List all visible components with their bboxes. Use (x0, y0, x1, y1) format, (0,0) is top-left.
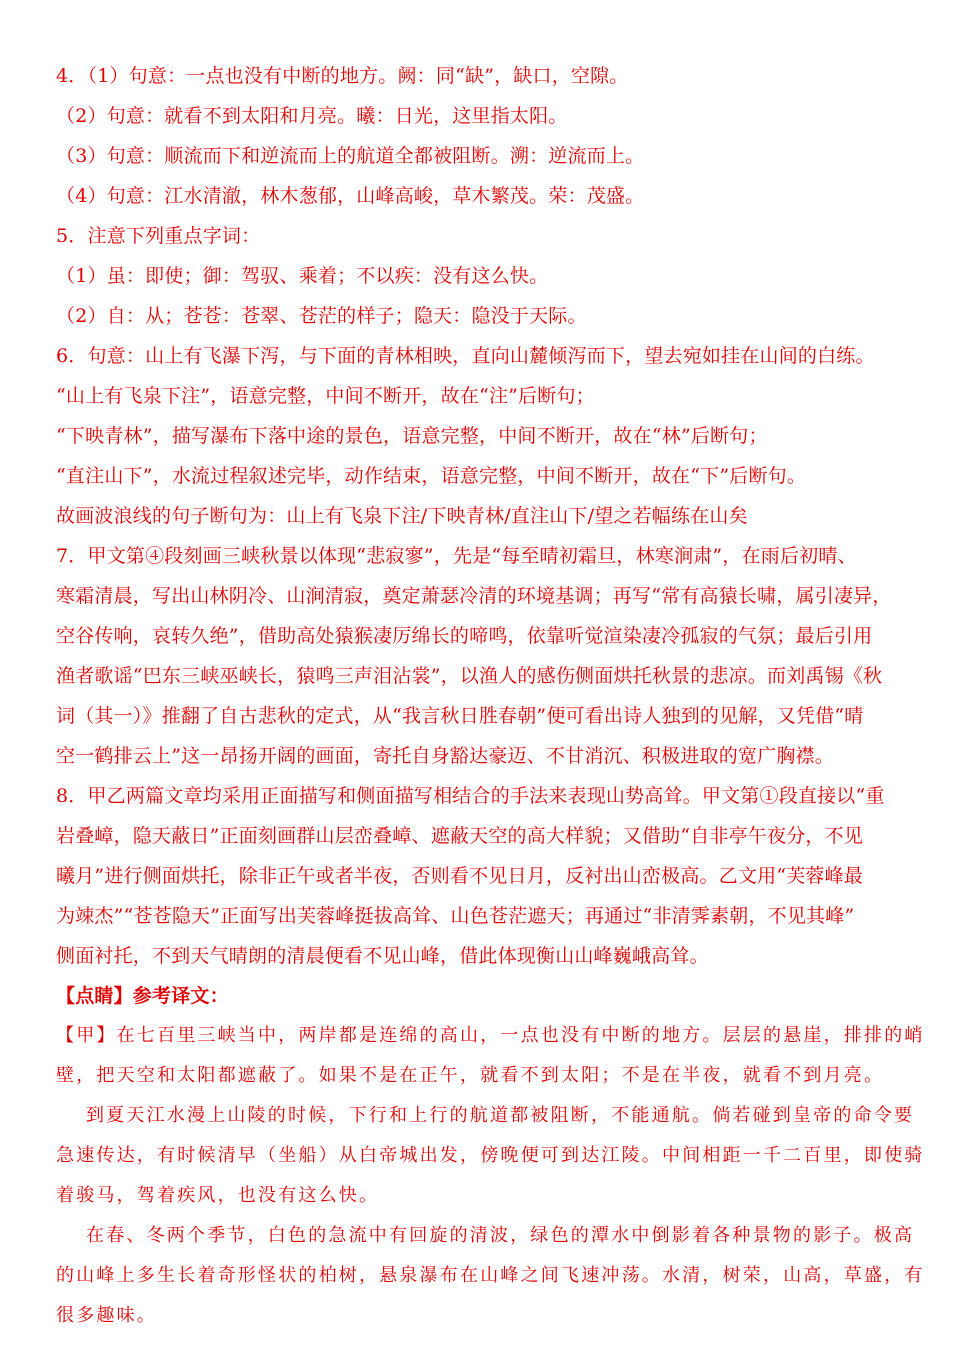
translation-line: 很多趣味。 (56, 1305, 157, 1326)
answer-line: 寒霜清晨，写出山林阴冷、山涧清寂，奠定萧瑟冷清的环境基调；再写“常有高猿长啸，属引凄异， (56, 585, 892, 607)
answer-line: “山上有飞泉下注”，语意完整，中间不断开，故在“注”后断句； (56, 385, 595, 407)
translation-line: 急速传达，有时候清早（坐船）从白帝城出发，傍晚便可到达江陵。中间相距一千二百里，即使骑 (56, 1145, 925, 1166)
dianjing-heading: 【点睛】参考译文： (56, 985, 229, 1007)
answer-line: 岩叠嶂，隐天蔽日”正面刻画群山层峦叠嶂、遮蔽天空的高大样貌；又借助“自非亭午夜分，不见 (56, 825, 864, 847)
answer-line: 为竦杰”“苍苍隐天”正面写出芙蓉峰挺拔高耸、山色苍茫遮天；再通过“非清霁素朝，不见其峰” (56, 905, 855, 927)
answer-line: 空一鹤排云上”这一昂扬开阔的画面，寄托自身豁达豪迈、不甘消沉、积极进取的宽广胸襟。 (56, 745, 834, 767)
translation-line: 的山峰上多生长着奇形怪状的柏树，悬泉瀑布在山峰之间飞速冲荡。水清，树荣，山高，草盛，有 (56, 1265, 925, 1286)
answer-line: （3）句意：顺流而下和逆流而上的航道全都被阻断。溯：逆流而上。 (56, 145, 645, 167)
answers-section (56, 56, 928, 976)
answer-line: “直注山下”，水流过程叙述完毕，动作结束，语意完整，中间不断开，故在“下”后断句。 (56, 465, 807, 487)
answer-line: 5．注意下列重点字词： (56, 225, 261, 247)
answer-line: 曦月”进行侧面烘托，除非正午或者半夜，否则看不见日月，反衬出山峦极高。乙文用“芙蓉峰最 (56, 865, 864, 887)
document-page (56, 56, 928, 1336)
translation-section (56, 1016, 928, 1336)
answer-line: 空谷传响，哀转久绝”，借助高处猿猴凄厉绵长的啼鸣，依靠听觉渲染凄冷孤寂的气氛；最后引用 (56, 625, 873, 647)
answer-line: （2）句意：就看不到太阳和月亮。曦：日光，这里指太阳。 (56, 105, 568, 127)
answer-line: 4．（1）句意：一点也没有中断的地方。阙：同“缺”，缺口，空隙。 (56, 65, 629, 87)
answer-line: 侧面衬托，不到天气晴朗的清晨便看不见山峰，借此体现衡山山峰巍峨高耸。 (56, 945, 709, 967)
translation-line: 【甲】在七百里三峡当中，两岸都是连绵的高山，一点也没有中断的地方。层层的悬崖，排排的峭 (56, 1025, 925, 1046)
answer-line: 8．甲乙两篇文章均采用正面描写和侧面描写相结合的手法来表现山势高耸。甲文第①段直接以“重 (56, 785, 885, 807)
answer-line: 6．句意：山上有飞瀑下泻，与下面的青林相映，直向山麓倾泻而下，望去宛如挂在山间的白练。 (56, 345, 875, 367)
answer-line: 故画波浪线的句子断句为：山上有飞泉下注/下映青林/直注山下/望之若幅练在山矣 (56, 505, 748, 527)
translation-line: 在春、冬两个季节，白色的急流中有回旋的清波，绿色的潭水中倒影着各种景物的影子。极高 (86, 1225, 915, 1246)
answer-line: （1）虽：即使；御：驾驭、乘着；不以疾：没有这么快。 (56, 265, 549, 287)
answer-line: （2）自：从；苍苍：苍翠、苍茫的样子；隐天：隐没于天际。 (56, 305, 587, 327)
answer-line: 渔者歌谣“巴东三峡巫峡长，猿鸣三声泪沾裳”，以渔人的感伤侧面烘托秋景的悲凉。而刘禹锡《秋 (56, 665, 883, 687)
translation-line: 着骏马，驾着疾风，也没有这么快。 (56, 1185, 380, 1206)
answer-line: （4）句意：江水清澈，林木葱郁，山峰高峻，草木繁茂。荣：茂盛。 (56, 185, 645, 207)
translation-line: 壁，把天空和太阳都遮蔽了。如果不是在正午，就看不到太阳；不是在半夜，就看不到月亮。 (56, 1065, 885, 1086)
answer-line: 词（其一）》推翻了自古悲秋的定式，从“我言秋日胜春朝”便可看出诗人独到的见解，又凭借“晴 (56, 705, 864, 727)
answer-line: 7．甲文第④段刻画三峡秋景以体现“悲寂寥”，先是“每至晴初霜旦，林寒涧肃”，在雨后初晴、 (56, 545, 857, 567)
answer-line: “下映青林”，描写瀑布下落中途的景色，语意完整，中间不断开，故在“林”后断句； (56, 425, 768, 447)
translation-line: 到夏天江水漫上山陵的时候，下行和上行的航道都被阻断，不能通航。倘若碰到皇帝的命令要 (86, 1105, 915, 1126)
